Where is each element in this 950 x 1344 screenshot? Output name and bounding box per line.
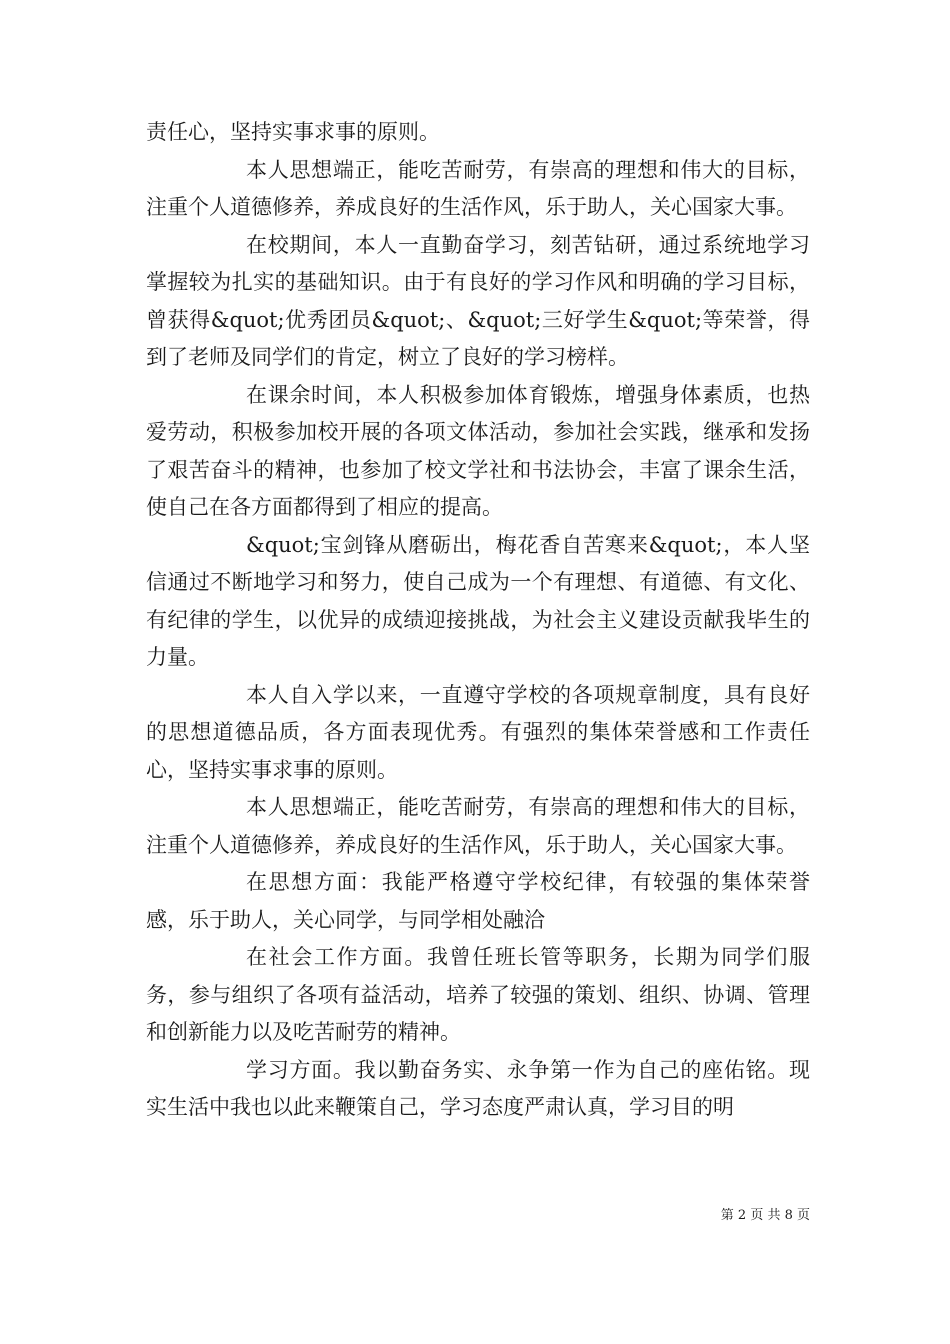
paragraph-2: 本人思想端正，能吃苦耐劳，有崇高的理想和伟大的目标，注重个人道德修养，养成良好的生活作风，乐于助人，关心国家大事。 bbox=[146, 157, 810, 219]
paragraph-3: 在校期间，本人一直勤奋学习，刻苦钻研，通过系统地学习掌握较为扎实的基础知识。由于有良好的学习作风和明确的学习目标，曾获得&quot;优秀团员&quot;、&quot;三好学生&quot;等荣誉，得到了老师及同学们的肯定，树立了良好的学习榜样。 bbox=[146, 232, 810, 369]
paragraph-4: 在课余时间，本人积极参加体育锻炼，增强身体素质，也热爱劳动，积极参加校开展的各项文体活动，参加社会实践，继承和发扬了艰苦奋斗的精神，也参加了校文学社和书法协会，丰富了课余生活，使自己在各方面都得到了相应的提高。 bbox=[146, 382, 810, 519]
paragraph-8: 在思想方面：我能严格遵守学校纪律，有较强的集体荣誉感，乐于助人，关心同学，与同学相处融洽 bbox=[146, 870, 810, 932]
document-body bbox=[146, 114, 810, 1127]
paragraph-6: 本人自入学以来，一直遵守学校的各项规章制度，具有良好的思想道德品质，各方面表现优秀。有强烈的集体荣誉感和工作责任心，坚持实事求事的原则。 bbox=[146, 682, 810, 782]
paragraph-9: 在社会工作方面。我曾任班长管等职务，长期为同学们服务，参与组织了各项有益活动，培养了较强的策划、组织、协调、管理和创新能力以及吃苦耐劳的精神。 bbox=[146, 945, 810, 1044]
paragraph-7: 本人思想端正，能吃苦耐劳，有崇高的理想和伟大的目标，注重个人道德修养，养成良好的生活作风，乐于助人，关心国家大事。 bbox=[146, 795, 810, 857]
paragraph-5: &quot;宝剑锋从磨砺出，梅花香自苦寒来&quot;，本人坚信通过不断地学习和努力，使自己成为一个有理想、有道德、有文化、有纪律的学生，以优异的成绩迎接挑战，为社会主义建设贡献我毕生的力量。 bbox=[146, 532, 810, 669]
paragraph-10: 学习方面。我以勤奋务实、永争第一作为自己的座佑铭。现实生活中我也以此来鞭策自己，学习态度严肃认真，学习目的明 bbox=[146, 1057, 810, 1119]
paragraph-1: 责任心，坚持实事求事的原则。 bbox=[146, 120, 440, 144]
page-number: 第 2 页 共 8 页 bbox=[720, 1208, 810, 1223]
